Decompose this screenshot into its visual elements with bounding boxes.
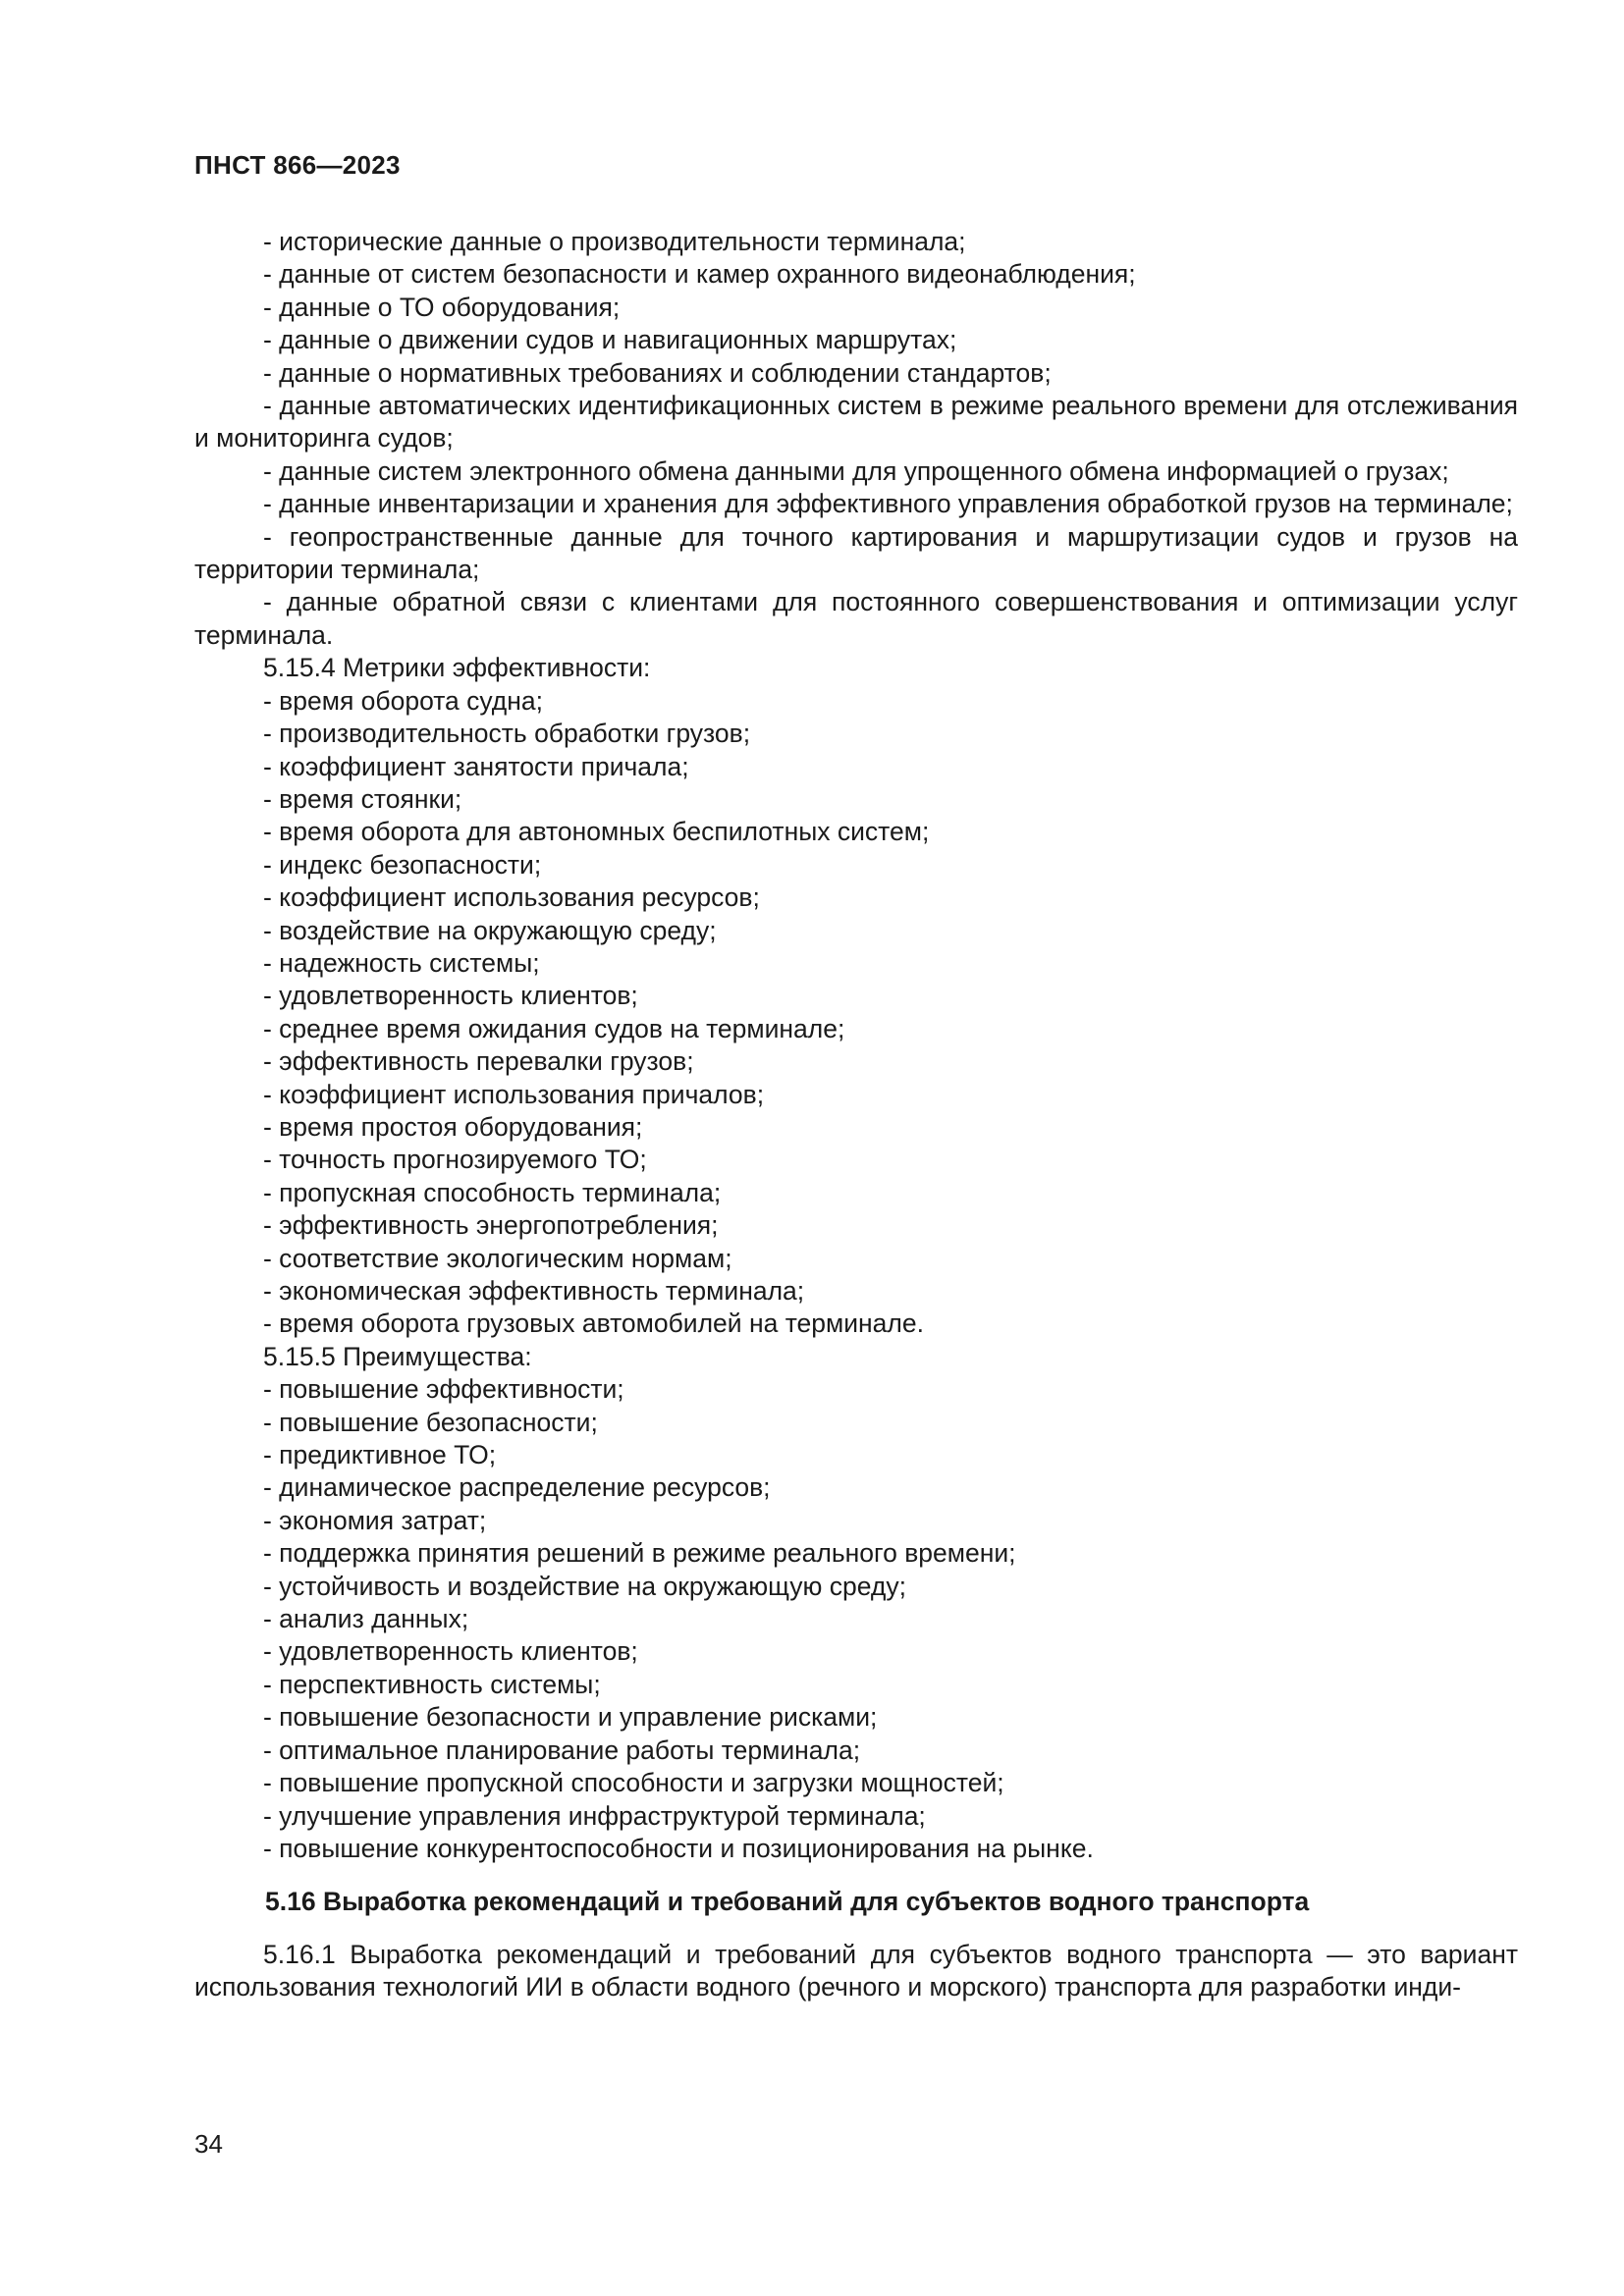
list-item: - геопространственные данные для точного картирования и маршрутизации судов и грузов на территории терминала; (194, 521, 1518, 585)
list-item: - удовлетворенность клиентов; (263, 1636, 638, 1667)
list-item: - повышение безопасности и управление рисками; (263, 1702, 878, 1733)
list-item: - данные от систем безопасности и камер охранного видеонаблюдения; (263, 259, 1136, 290)
data-sources-list (194, 226, 1518, 652)
list-item: - повышение пропускной способности и загрузки мощностей; (263, 1768, 1004, 1798)
list-item: - время оборота грузовых автомобилей на терминале. (263, 1308, 924, 1339)
benefits-list (194, 1373, 1518, 1865)
list-item: - время простоя оборудования; (263, 1111, 643, 1142)
page-content (194, 226, 1518, 2004)
list-item: - исторические данные о производительности терминала; (263, 227, 966, 256)
list-item: - коэффициент использования ресурсов; (263, 882, 760, 913)
section-heading: 5.16 Выработка рекомендаций и требований для субъектов водного транспорта (265, 1887, 1310, 1917)
metrics-list (194, 685, 1518, 1341)
list-item: - коэффициент использования причалов; (263, 1079, 765, 1109)
metrics-title: 5.15.4 Метрики эффективности: (263, 653, 651, 683)
list-item: - экономия затрат; (263, 1505, 487, 1535)
list-item: - надежность системы; (263, 947, 540, 978)
document-code-header: ПНСТ 866—2023 (194, 150, 401, 180)
list-item: - данные обратной связи с клиентами для постоянного совершенствования и оптимизации услуг терминала. (194, 587, 1518, 650)
list-item: - пропускная способность терминала; (263, 1177, 722, 1207)
list-item: - повышение конкурентоспособности и позиционирования на рынке. (263, 1833, 1094, 1863)
list-item: - время оборота для автономных беспилотных систем; (263, 817, 930, 847)
list-item: - данные о ТО оборудования; (263, 292, 621, 322)
list-item: - данные систем электронного обмена данными для упрощенного обмена информацией о грузах; (263, 455, 1449, 486)
page-number: 34 (194, 2129, 223, 2159)
list-item: - точность прогнозируемого ТО; (263, 1145, 647, 1175)
list-item: - среднее время ожидания судов на терминале; (263, 1013, 845, 1043)
list-item: - данные инвентаризации и хранения для эффективного управления обработкой грузов на терминале; (263, 489, 1513, 519)
section-paragraph: 5.16.1 Выработка рекомендаций и требований для субъектов водного транспорта — это вариант использования технологий ИИ в области водного (речного и морского) транспорта для разработки инди- (194, 1939, 1518, 2002)
list-item: - коэффициент занятости причала; (263, 751, 689, 781)
list-item: - улучшение управления инфраструктурой терминала; (263, 1800, 926, 1831)
list-item: - динамическое распределение ресурсов; (263, 1472, 771, 1503)
list-item: - эффективность перевалки грузов; (263, 1046, 694, 1077)
list-item: - данные автоматических идентификационных систем в режиме реального времени для отслеживания и мониторинга судов; (194, 391, 1518, 454)
list-item: - соответствие экологическим нормам; (263, 1243, 732, 1273)
list-item: - индекс безопасности; (263, 849, 542, 880)
list-item: - оптимальное планирование работы терминала; (263, 1735, 861, 1765)
list-item: - производительность обработки грузов; (263, 719, 751, 749)
list-item: - воздействие на окружающую среду; (263, 915, 717, 945)
list-item: - повышение безопасности; (263, 1407, 598, 1437)
list-item: - устойчивость и воздействие на окружающую среду; (263, 1571, 906, 1601)
list-item: - предиктивное ТО; (263, 1440, 497, 1470)
list-item: - анализ данных; (263, 1604, 469, 1634)
list-item: - удовлетворенность клиентов; (263, 981, 638, 1011)
list-item: - поддержка принятия решений в режиме реального времени; (263, 1538, 1016, 1569)
list-item: - время оборота судна; (263, 685, 543, 716)
list-item: - экономическая эффективность терминала; (263, 1276, 805, 1306)
list-item: - данные о нормативных требованиях и соблюдении стандартов; (263, 357, 1052, 388)
list-item: - повышение эффективности; (263, 1374, 624, 1405)
benefits-title: 5.15.5 Преимущества: (263, 1341, 532, 1371)
list-item: - данные о движении судов и навигационных маршрутах; (263, 325, 957, 355)
list-item: - эффективность энергопотребления; (263, 1210, 719, 1241)
list-item: - время стоянки; (263, 783, 462, 814)
list-item: - перспективность системы; (263, 1669, 601, 1699)
